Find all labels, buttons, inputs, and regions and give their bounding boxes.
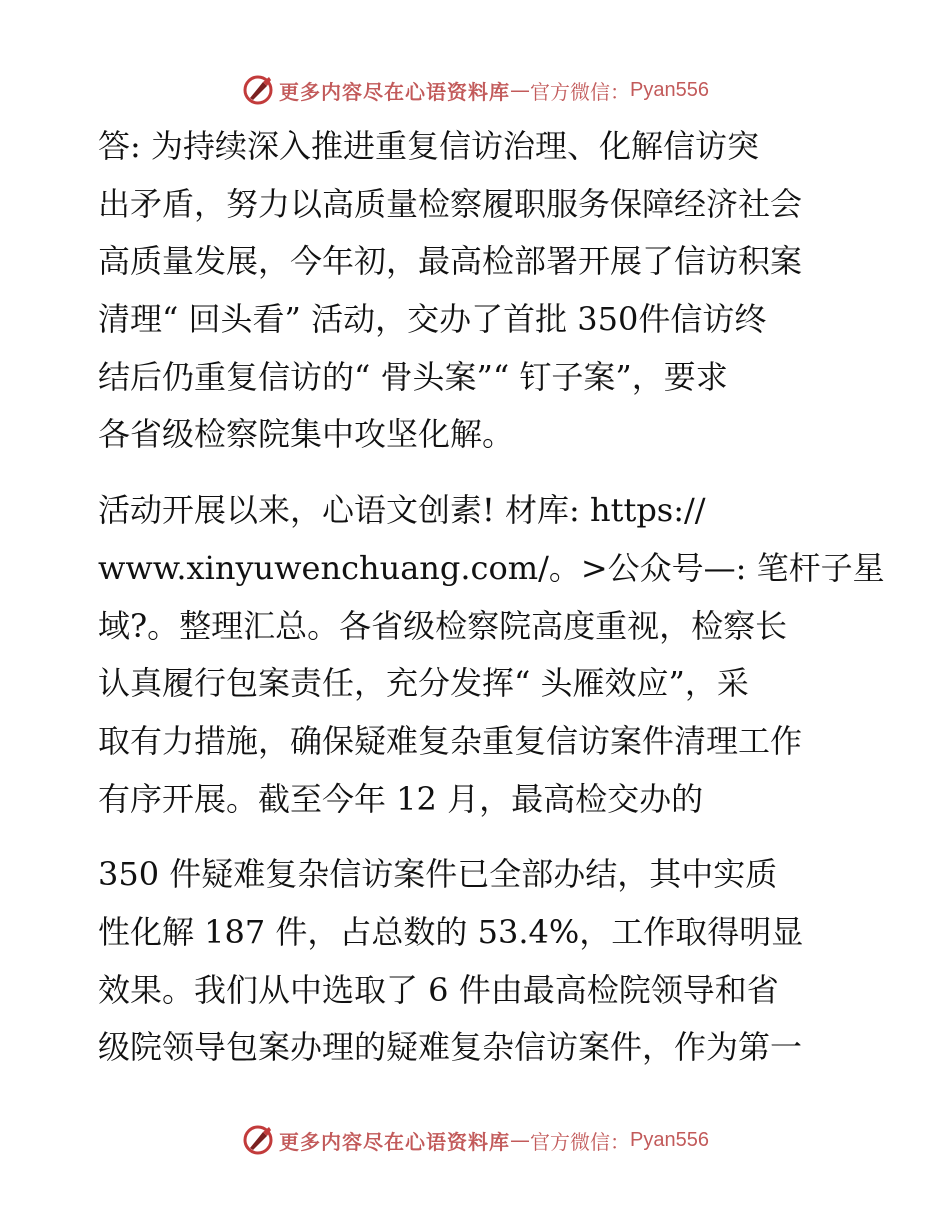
text-line: 答: 为持续深入推进重复信访治理、化解信访突: [98, 127, 759, 165]
footer-banner: [0, 1122, 950, 1158]
text-line: 域?。整理汇总。各省级检察院高度重视，检察长: [98, 606, 788, 645]
banner-dash: —: [510, 1128, 531, 1152]
banner-wechat-label: 官方微信：: [530, 79, 631, 104]
banner-dash: —: [510, 78, 531, 102]
text-line: 级院领导包案办理的疑难复杂信访案件，作为第一: [98, 1028, 803, 1067]
text-line: 认真履行包案责任，充分发挥“ 头雁效应”，采: [98, 664, 749, 703]
paragraph-gap: [98, 828, 898, 846]
pen-nib-logo-icon: [241, 73, 275, 107]
pen-nib-logo-icon: [241, 1123, 275, 1157]
banner-wechat-id: Pyan556: [630, 78, 709, 101]
text-line: 350 件疑难复杂信访案件已全部办结，其中实质: [98, 855, 778, 894]
document-body: [98, 118, 898, 1077]
banner-text: 更多内容尽在心语资料库: [279, 79, 511, 104]
text-line: 结后仍重复信访的“ 骨头案”“ 钉子案”，要求: [98, 357, 728, 396]
paragraph: [98, 482, 898, 828]
text-line: 出矛盾，努力以高质量检察履职服务保障经济社会: [98, 184, 803, 223]
text-line: 性化解 187 件，占总数的 53.4%，工作取得明显: [98, 912, 804, 951]
banner-text: 更多内容尽在心语资料库: [279, 1129, 511, 1154]
paragraph: [98, 846, 898, 1077]
text-line: 有序开展。截至今年 12 月，最高检交办的: [98, 779, 704, 818]
banner-wechat-label: 官方微信：: [530, 1129, 631, 1154]
paragraph-gap: [98, 464, 898, 482]
text-line: www.xinyuwenchuang.com/。>公众号—: 笔杆子星: [98, 548, 885, 587]
text-line: 清理“ 回头看” 活动，交办了首批 350件信访终: [98, 300, 767, 339]
text-line: 高质量发展，今年初，最高检部署开展了信访积案: [98, 242, 803, 281]
text-line: 取有力措施，确保疑难复杂重复信访案件清理工作: [98, 721, 803, 760]
paragraph: [98, 118, 898, 464]
text-line: 效果。我们从中选取了 6 件由最高检院领导和省: [98, 970, 779, 1009]
text-line: 各省级检察院集中攻坚化解。: [98, 415, 515, 454]
header-banner: [0, 72, 950, 108]
text-line: 活动开展以来，心语文创素! 材库: https://: [98, 491, 706, 530]
banner-wechat-id: Pyan556: [630, 1128, 709, 1151]
